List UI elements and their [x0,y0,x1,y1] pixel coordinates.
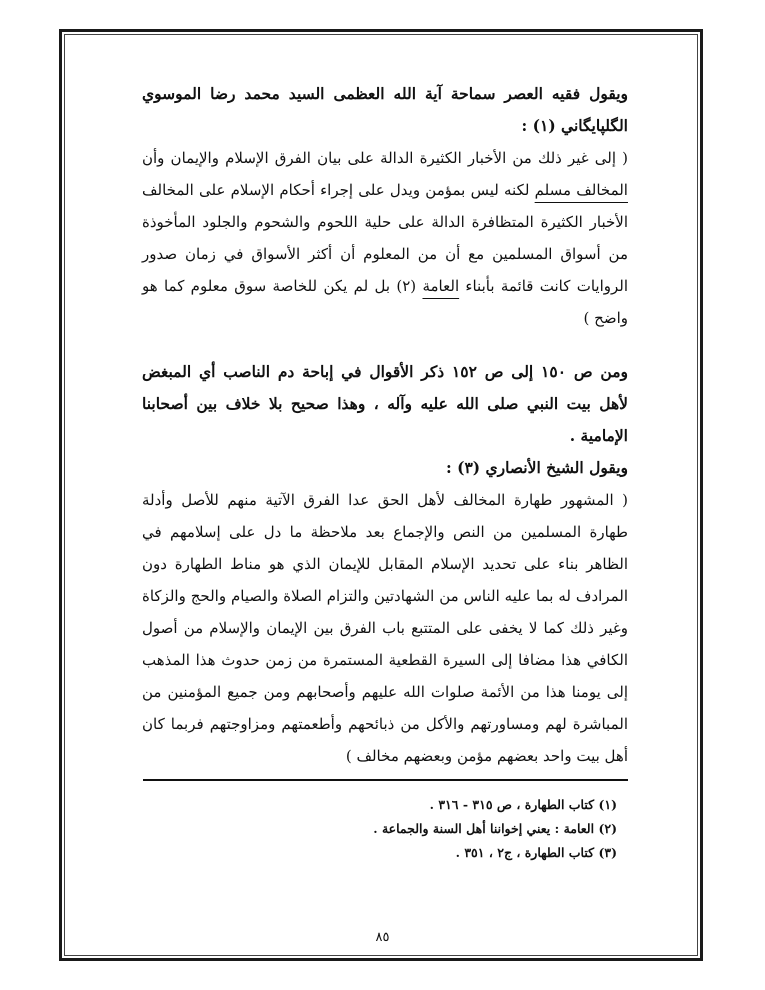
quote-text-part-3: (٢) بل لم يكن للخاصة سوق معلوم كما هو واضح ) [142,277,628,327]
quote-text-part-2: لكنه ليس بمؤمن ويدل على إجراء أحكام الإسلام على المخالف الأخبار الكثيرة المتظافرة الدالة على حلية اللحوم والشحوم والجلود المأخوذة من أسواق المسلمين مع أن من المعلوم أن أكثر الأسواق في زمان صدور الروايات كانت قائمة بأبناء [142,181,628,295]
paragraph-ansari-intro: ويقول الشيخ الأنصاري (٣) : [446,458,628,477]
footnote-2: (٢) العامة : يعني إخواننا أهل السنة والجماعة . [373,821,617,836]
underlined-muslim-mukhalif: المخالف مسلم [534,181,628,199]
footnote-3: (٣) كتاب الطهارة ، ج٢ ، ٣٥١ . [455,845,617,860]
footnotes [277,793,617,865]
quote-text-part-1: ( إلى غير ذلك من الأخبار الكثيرة الدالة على بيان الفرق الإسلام والإيمان وأن [142,149,628,167]
footnote-1: (١) كتاب الطهارة ، ص ٣١٥ - ٣١٦ . [429,797,617,812]
paragraph-golpaygani-quote [142,142,628,334]
underlined-al-amma: العامة [422,277,460,295]
paragraph-golpaygani-intro: ويقول فقيه العصر سماحة آية الله العظمى السيد محمد رضا الموسوي الگلپايگاني (١) : [142,84,628,135]
paragraph-ansari-quote: ( المشهور طهارة المخالف لأهل الحق عدا الفرق الآتية منهم للأصل وأدلة طهارة المسلمين من النص والإجماع بعد ملاحظة ما دل على إسلامهم في الظاهر بناء على تحديد الإسلام المقابل للإيمان الذي هو مناط الطهارة دون المرادف له بما عليه الناس من الشهادتين والتزام الصلاة والصيام والحج والزكاة وغير ذلك كما لا يخفى على المتتبع باب الفرق بين الإيمان والإسلام من أصول الكافي هذا مضافا إلى السيرة القطعية المستمرة من زمن حدوث هذا المذهب إلى يومنا هذا من الأئمة صلوات الله عليهم وأصحابهم ومن جميع المؤمنين من المباشرة لهم ومساورتهم والأكل من ذبائحهم وأطعمتهم ومزاوجتهم فربما كان أهل بيت واحد بعضهم مؤمن وبعضهم مخالف ) [142,491,628,765]
page-body [142,78,628,772]
page-number: ٨٥ [375,930,390,945]
paragraph-nasib-blood: ومن ص ١٥٠ إلى ص ١٥٢ ذكر الأقوال في إباحة دم الناصب أي المبغض لأهل بيت النبي صلى الله عليه وآله ، وهذا صحيح بلا خلاف بين أصحابنا الإمامية . [142,362,628,445]
footnote-separator [143,779,628,781]
